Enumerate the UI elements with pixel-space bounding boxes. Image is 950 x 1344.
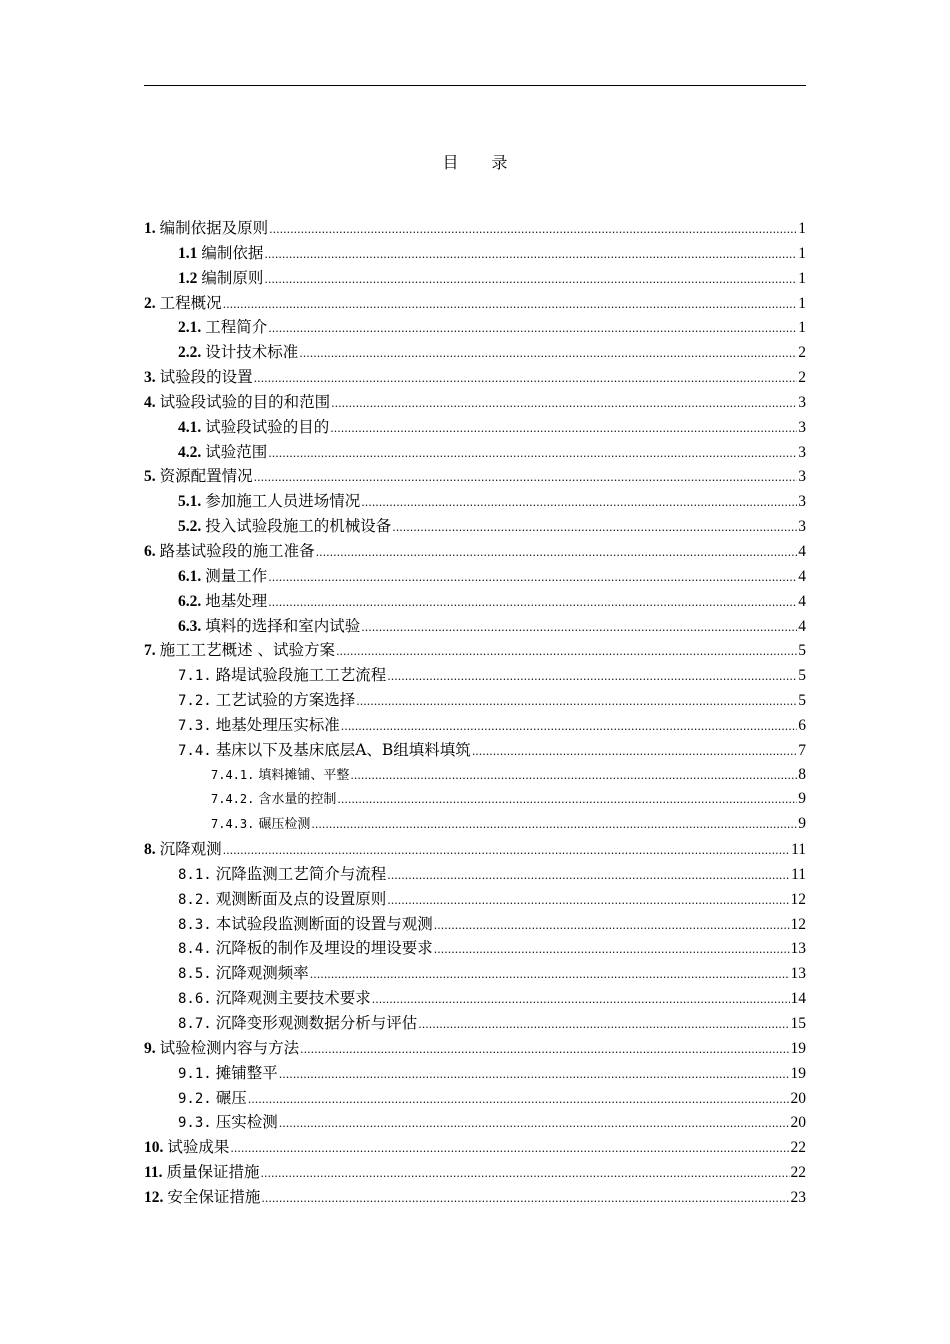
- toc-entry-page: 6: [798, 716, 806, 734]
- toc-entry-page: 1: [798, 220, 806, 237]
- toc-dot-leader: [300, 1038, 789, 1063]
- toc-entry-page: 12: [790, 915, 806, 933]
- toc-entry-title: 试验范围: [205, 442, 268, 461]
- toc-entry-number: 6.3.: [178, 617, 202, 635]
- toc-entry-page: 4: [798, 592, 806, 610]
- toc-dot-leader: [248, 1088, 790, 1113]
- toc-dot-leader: [264, 268, 797, 293]
- toc-entry[interactable]: [144, 1036, 806, 1061]
- toc-entry-title: 沉降观测主要技术要求: [215, 989, 371, 1008]
- toc-entry-title: 沉降监测工艺简介与流程: [215, 864, 387, 883]
- toc-entry-title: 安全保证措施: [167, 1187, 261, 1206]
- toc-entry-title: 试验段试验的目的: [205, 417, 330, 436]
- toc-entry[interactable]: [144, 340, 806, 365]
- toc-entry-number: 6.1.: [178, 567, 202, 585]
- toc-entry-number: 2.: [144, 294, 156, 312]
- toc-entry[interactable]: [144, 315, 806, 340]
- toc-entry[interactable]: [144, 266, 806, 291]
- toc-entry-title: 编制依据及原则: [159, 219, 269, 237]
- toc-entry-page: 19: [790, 1064, 806, 1082]
- toc-entry-title: 含水量的控制: [258, 792, 337, 808]
- toc-entry-title: 施工工艺概述 、试验方案: [159, 641, 336, 660]
- toc-entry[interactable]: [144, 912, 806, 937]
- toc-entry-number: 9.3.: [178, 1115, 212, 1132]
- toc-entry[interactable]: [144, 564, 806, 589]
- toc-entry[interactable]: [144, 1061, 806, 1086]
- toc-entry-number: 7.2.: [178, 693, 212, 710]
- toc-dot-leader: [434, 914, 790, 939]
- toc-dot-leader: [472, 740, 797, 765]
- toc-entry-page: 1: [798, 244, 806, 262]
- toc-entry-number: 4.: [144, 393, 156, 411]
- toc-entry-title: 试验检测内容与方法: [159, 1038, 300, 1057]
- toc-entry-title: 编制原则: [201, 268, 264, 287]
- toc-entry-number: 10.: [144, 1139, 164, 1157]
- toc-entry[interactable]: [144, 787, 806, 812]
- toc-entry-page: 22: [790, 1164, 806, 1182]
- toc-entry-title: 试验成果: [167, 1138, 230, 1157]
- toc-entry[interactable]: [144, 638, 806, 663]
- toc-entry-title: 工程简介: [205, 318, 268, 337]
- toc-entry-number: 9.: [144, 1039, 156, 1057]
- toc-dot-leader: [254, 367, 798, 392]
- toc-entry[interactable]: [144, 1185, 806, 1210]
- toc-entry[interactable]: [144, 365, 806, 390]
- toc-entry-page: 15: [790, 1015, 806, 1032]
- toc-dot-leader: [223, 293, 798, 318]
- toc-entry-number: 2.2.: [178, 344, 202, 362]
- toc-entry-number: 5.2.: [178, 518, 202, 536]
- toc-entry[interactable]: [144, 514, 806, 539]
- toc-entry-title: 编制依据: [201, 243, 264, 262]
- toc-dot-leader: [372, 988, 790, 1013]
- toc-entry-title: 参加施工人员进场情况: [205, 492, 361, 511]
- toc-entry[interactable]: [144, 1110, 806, 1135]
- toc-entry-number: 1.1: [178, 244, 198, 262]
- toc-entry-page: 3: [798, 518, 806, 536]
- toc-entry-page: 3: [798, 443, 806, 461]
- toc-entry-page: 13: [790, 965, 806, 983]
- toc-dot-leader: [264, 243, 797, 268]
- toc-dot-leader: [361, 616, 797, 641]
- toc-entry-number: 7.4.: [178, 742, 212, 759]
- toc-dot-leader: [299, 342, 797, 367]
- toc-dot-leader: [316, 541, 798, 566]
- toc-entry-page: 4: [798, 542, 806, 560]
- toc-entry[interactable]: [144, 738, 806, 763]
- toc-entry-page: 1: [798, 319, 806, 337]
- toc-entry-number: 7.1.: [178, 668, 212, 685]
- toc-entry-page: 8: [798, 765, 806, 783]
- toc-entry-title: 碾压检测: [258, 817, 311, 833]
- toc-dot-leader: [279, 1112, 790, 1137]
- toc-dot-leader: [331, 392, 797, 417]
- toc-entry-title: 试验段的设置: [159, 368, 253, 387]
- toc-entry-page: 11: [791, 841, 806, 859]
- toc-entry[interactable]: [144, 216, 806, 241]
- toc-entry-page: 11: [791, 865, 806, 883]
- toc-dot-leader: [418, 1013, 789, 1038]
- toc-entry-title: 地基处理: [205, 591, 268, 610]
- toc-entry-title: 资源配置情况: [159, 467, 253, 486]
- toc-entry[interactable]: [144, 464, 806, 489]
- toc-entry[interactable]: [144, 887, 806, 912]
- toc-entry-page: 3: [798, 418, 806, 436]
- toc-entry-title: 路基试验段的施工准备: [159, 541, 315, 560]
- toc-dot-leader: [230, 1137, 789, 1162]
- toc-entry[interactable]: [144, 986, 806, 1011]
- toc-entry-number: 8.5.: [178, 966, 212, 983]
- toc-entry-number: 4.1.: [178, 418, 202, 436]
- toc-entry[interactable]: [144, 663, 806, 688]
- toc-entry[interactable]: [144, 489, 806, 514]
- toc-entry-title: 压实检测: [215, 1113, 278, 1132]
- toc-entry-title: 质量保证措施: [166, 1163, 260, 1182]
- toc-entry-number: 8.3.: [178, 916, 212, 933]
- toc-entry-page: 20: [790, 1089, 806, 1107]
- toc-dot-leader: [434, 938, 790, 963]
- toc-entry-title: 路堤试验段施工工艺流程: [215, 666, 387, 685]
- toc-entry-number: 8.2.: [178, 891, 212, 908]
- toc-entry-page: 3: [798, 493, 806, 511]
- toc-entry-title: 工艺试验的方案选择: [215, 691, 356, 710]
- toc-entry[interactable]: [144, 837, 806, 862]
- toc-entry[interactable]: [144, 390, 806, 415]
- toc-entry[interactable]: [144, 961, 806, 986]
- toc-entry-page: 2: [798, 344, 806, 362]
- toc-entry-number: 8.: [144, 841, 156, 859]
- toc-entry-page: 1: [798, 269, 806, 287]
- toc-entry-title: 碾压: [215, 1088, 247, 1107]
- toc-entry-number: 7.4.1.: [211, 767, 255, 782]
- toc-entry-number: 9.2.: [178, 1090, 212, 1107]
- toc-entry-number: 7.4.2.: [211, 792, 255, 807]
- toc-entry-page: 5: [798, 642, 806, 660]
- toc-dot-leader: [311, 813, 797, 838]
- toc-entry[interactable]: [144, 1011, 806, 1036]
- toc-entry-page: 9: [798, 815, 806, 833]
- toc-dot-leader: [269, 218, 797, 243]
- toc-entry-page: 3: [798, 468, 806, 486]
- toc-entry[interactable]: [144, 936, 806, 961]
- toc-dot-leader: [387, 864, 790, 889]
- toc-dot-leader: [392, 516, 797, 541]
- toc-dot-leader: [350, 764, 797, 789]
- toc-entry-number: 11.: [144, 1164, 163, 1182]
- toc-entry-page: 3: [798, 393, 806, 411]
- toc-dot-leader: [261, 1187, 789, 1212]
- toc-entry-number: 4.2.: [178, 443, 202, 461]
- toc-dot-leader: [310, 963, 790, 988]
- toc-entry-title: 沉降观测: [159, 840, 222, 859]
- toc-dot-leader: [330, 417, 797, 442]
- toc-entry-number: 8.1.: [178, 866, 212, 883]
- toc-entry-number: 1.: [144, 220, 156, 237]
- toc-entry-title: 填料的选择和室内试验: [205, 616, 361, 635]
- toc-entry[interactable]: [144, 589, 806, 614]
- toc-entry[interactable]: [144, 812, 806, 837]
- toc-entry-page: 13: [790, 940, 806, 958]
- toc-entry-number: 3.: [144, 369, 156, 387]
- toc-title: 目 录: [442, 153, 522, 172]
- toc-entry[interactable]: [144, 1086, 806, 1111]
- toc-dot-leader: [336, 640, 797, 665]
- toc-entry[interactable]: [144, 614, 806, 639]
- toc-entry-page: 4: [798, 567, 806, 585]
- toc-entry-page: 22: [790, 1139, 806, 1157]
- toc-entry-page: 23: [790, 1188, 806, 1206]
- toc-entry-page: 5: [798, 667, 806, 685]
- toc-entry[interactable]: [144, 1135, 806, 1160]
- toc-dot-leader: [337, 788, 797, 813]
- toc-entry[interactable]: [144, 440, 806, 465]
- toc-entry-title: 填料摊铺、平整: [258, 767, 350, 783]
- toc-dot-leader: [268, 442, 797, 467]
- toc-entry-number: 7.: [144, 642, 156, 660]
- toc-entry-page: 19: [790, 1039, 806, 1057]
- toc-entry-number: 7.4.3.: [211, 817, 255, 832]
- toc-entry-number: 6.: [144, 542, 156, 560]
- toc-entry[interactable]: [144, 862, 806, 887]
- toc-entry[interactable]: [144, 415, 806, 440]
- toc-dot-leader: [361, 491, 797, 516]
- toc-entry-title: 测量工作: [205, 566, 268, 585]
- toc-entry[interactable]: [144, 291, 806, 316]
- toc-entry-page: 7: [798, 741, 806, 759]
- toc-entry-title: 沉降变形观测数据分析与评估: [215, 1014, 418, 1032]
- toc-entry[interactable]: [144, 1160, 806, 1185]
- toc-entry[interactable]: [144, 763, 806, 788]
- toc-entry-number: 1.2: [178, 269, 198, 287]
- table-of-contents: [144, 216, 806, 1210]
- toc-entry-page: 1: [798, 294, 806, 312]
- toc-entry-title: 地基处理压实标准: [215, 715, 340, 734]
- toc-entry-number: 12.: [144, 1188, 164, 1206]
- toc-entry-title: 沉降观测频率: [215, 964, 309, 983]
- toc-entry-number: 8.7.: [178, 1016, 212, 1032]
- toc-dot-leader: [254, 466, 798, 491]
- toc-entry-page: 4: [798, 617, 806, 635]
- toc-entry[interactable]: [144, 539, 806, 564]
- toc-entry-number: 8.4.: [178, 941, 212, 958]
- toc-entry[interactable]: [144, 688, 806, 713]
- toc-entry-title: 投入试验段施工的机械设备: [205, 517, 392, 536]
- toc-entry-number: 2.1.: [178, 319, 202, 337]
- toc-dot-leader: [268, 591, 797, 616]
- toc-entry-title: 基床以下及基床底层A、B组填料填筑: [215, 740, 471, 759]
- toc-dot-leader: [268, 317, 797, 342]
- toc-entry-number: 5.1.: [178, 493, 202, 511]
- toc-dot-leader: [261, 1162, 790, 1187]
- toc-entry-title: 设计技术标准: [205, 343, 299, 362]
- toc-entry[interactable]: [144, 713, 806, 738]
- toc-entry-number: 6.2.: [178, 592, 202, 610]
- toc-entry-title: 工程概况: [159, 293, 222, 312]
- toc-entry-page: 20: [790, 1114, 806, 1132]
- toc-entry-number: 7.3.: [178, 717, 212, 734]
- toc-entry-title: 观测断面及点的设置原则: [215, 889, 387, 908]
- toc-dot-leader: [387, 889, 789, 914]
- toc-entry-page: 12: [790, 890, 806, 908]
- toc-entry-title: 沉降板的制作及埋设的埋设要求: [215, 939, 433, 958]
- toc-entry-page: 14: [790, 990, 806, 1008]
- toc-entry-title: 试验段试验的目的和范围: [159, 392, 331, 411]
- toc-dot-leader: [223, 839, 790, 864]
- header-rule: [144, 85, 806, 86]
- toc-dot-leader: [341, 715, 798, 740]
- toc-entry-number: 9.1.: [178, 1065, 212, 1082]
- toc-entry-title: 本试验段监测断面的设置与观测: [215, 914, 433, 933]
- toc-dot-leader: [268, 566, 797, 591]
- toc-dot-leader: [356, 690, 797, 715]
- toc-dot-leader: [279, 1063, 790, 1088]
- toc-dot-leader: [387, 665, 797, 690]
- toc-entry[interactable]: [144, 241, 806, 266]
- toc-entry-number: 8.6.: [178, 991, 212, 1008]
- toc-entry-page: 2: [798, 369, 806, 387]
- toc-entry-title: 摊铺整平: [215, 1063, 278, 1082]
- toc-entry-number: 5.: [144, 468, 156, 486]
- toc-entry-page: 5: [798, 692, 806, 710]
- toc-entry-page: 9: [798, 790, 806, 808]
